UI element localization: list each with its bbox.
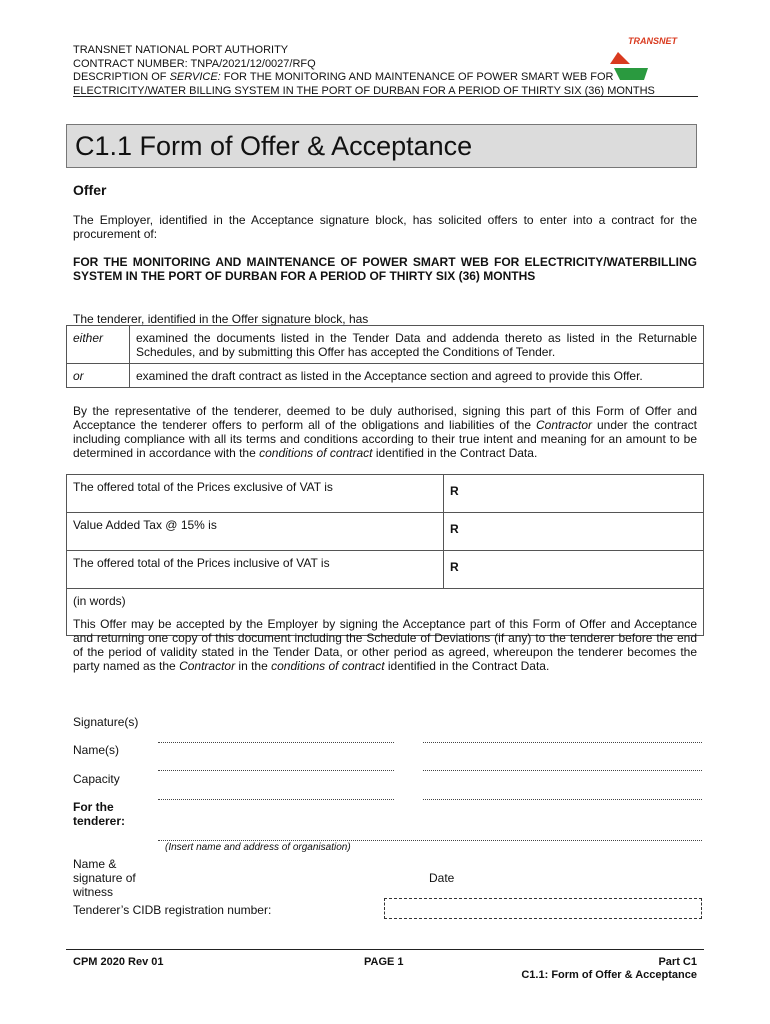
date-label: Date	[429, 871, 455, 885]
footer-revision: CPM 2020 Rev 01	[73, 956, 164, 968]
signatures-label: Signature(s)	[73, 715, 139, 729]
intro-paragraph: The Employer, identified in the Acceptance signature block, has solicited offers to enter into a contract for the procurement of:	[73, 213, 697, 241]
footer-page-number: PAGE 1	[364, 956, 404, 968]
signature-line-2[interactable]	[423, 742, 702, 743]
prices-table	[66, 474, 704, 636]
table-row	[67, 364, 704, 388]
tenderer-lead: The tenderer, identified in the Offer signature block, has	[73, 312, 369, 326]
price-label: Value Added Tax @ 15% is	[67, 513, 444, 551]
cidb-label: Tenderer’s CIDB registration number:	[73, 903, 272, 917]
cidb-number-field[interactable]	[384, 898, 702, 919]
capacity-line-1[interactable]	[158, 799, 394, 800]
option-text: examined the draft contract as listed in the Acceptance section and agreed to provide this Offer.	[130, 364, 704, 388]
header-contract-number: CONTRACT NUMBER: TNPA/2021/12/0027/RFQ	[73, 57, 316, 70]
procurement-description: FOR THE MONITORING AND MAINTENANCE OF POWER SMART WEB FOR ELECTRICITY/WATERBILLING SYSTEM IN THE PORT OF DURBAN FOR A PERIOD OF THIRTY SIX (36) MONTHS	[73, 255, 697, 283]
table-row	[67, 475, 704, 513]
footer-rule	[66, 949, 704, 950]
page-title: C1.1 Form of Offer & Acceptance	[75, 131, 473, 161]
signature-line-1[interactable]	[158, 742, 394, 743]
organisation-line[interactable]	[158, 840, 702, 841]
names-label: Name(s)	[73, 743, 120, 757]
amount-in-words-field[interactable]: (in words)	[67, 589, 704, 636]
header-rule	[73, 96, 698, 97]
price-value-field[interactable]: R	[444, 551, 704, 589]
header-description: DESCRIPTION OF SERVICE: FOR THE MONITORING AND MAINTENANCE OF POWER SMART WEB FOR	[73, 71, 614, 83]
offer-heading: Offer	[73, 182, 107, 198]
option-key: either	[67, 326, 130, 364]
transnet-logo	[600, 30, 720, 90]
option-text: examined the documents listed in the Tender Data and addenda thereto as listed in the Returnable Schedules, and by submitting this Offer has accepted the Conditions of Tender.	[130, 326, 704, 364]
price-value-field[interactable]: R	[444, 475, 704, 513]
price-value-field[interactable]: R	[444, 513, 704, 551]
name-line-1[interactable]	[158, 770, 394, 771]
header-description-cont: ELECTRICITY/WATER BILLING SYSTEM IN THE PORT OF DURBAN FOR A PERIOD OF THIRTY SIX (36) MONTHS	[73, 84, 655, 97]
acceptance-paragraph: This Offer may be accepted by the Employer by signing the Acceptance part of this Form of Offer and Acceptance and returning one copy of this document including the Schedule of Deviations (if any) to the tenderer before the end of the period of validity stated in the Tender Data, or other period as agreed, whereupon the tenderer becomes the party named as the Contractor in the conditions of contract identified in the Contract Data.	[73, 617, 697, 673]
table-row	[67, 551, 704, 589]
capacity-label: Capacity	[73, 772, 120, 786]
for-tenderer-label: For the tenderer:	[73, 800, 126, 828]
representative-paragraph: By the representative of the tenderer, deemed to be duly authorised, signing this part of this Form of Offer and Acceptance the tenderer offers to perform all of the obligations and liabilities of the Contractor under the contract including compliance with all its terms and conditions according to their true intent and meaning for an amount to be determined in accordance with the conditions of contract identified in the Contract Data.	[73, 404, 697, 460]
logo-text: TRANSNET	[628, 36, 677, 46]
form-title-box	[66, 124, 697, 168]
table-row	[67, 326, 704, 364]
price-label: The offered total of the Prices inclusive of VAT is	[67, 551, 444, 589]
footer-part: Part C1 C1.1: Form of Offer & Acceptance	[521, 956, 697, 981]
header-authority: TRANSNET NATIONAL PORT AUTHORITY	[73, 44, 289, 56]
capacity-line-2[interactable]	[423, 799, 702, 800]
option-key: or	[67, 364, 130, 388]
name-line-2[interactable]	[423, 770, 702, 771]
table-row	[67, 513, 704, 551]
price-label: The offered total of the Prices exclusive of VAT is	[67, 475, 444, 513]
insert-organisation-note: (Insert name and address of organisation)	[165, 842, 351, 853]
witness-label: Name & signature of witness	[73, 857, 136, 899]
tender-options-table	[66, 325, 704, 388]
